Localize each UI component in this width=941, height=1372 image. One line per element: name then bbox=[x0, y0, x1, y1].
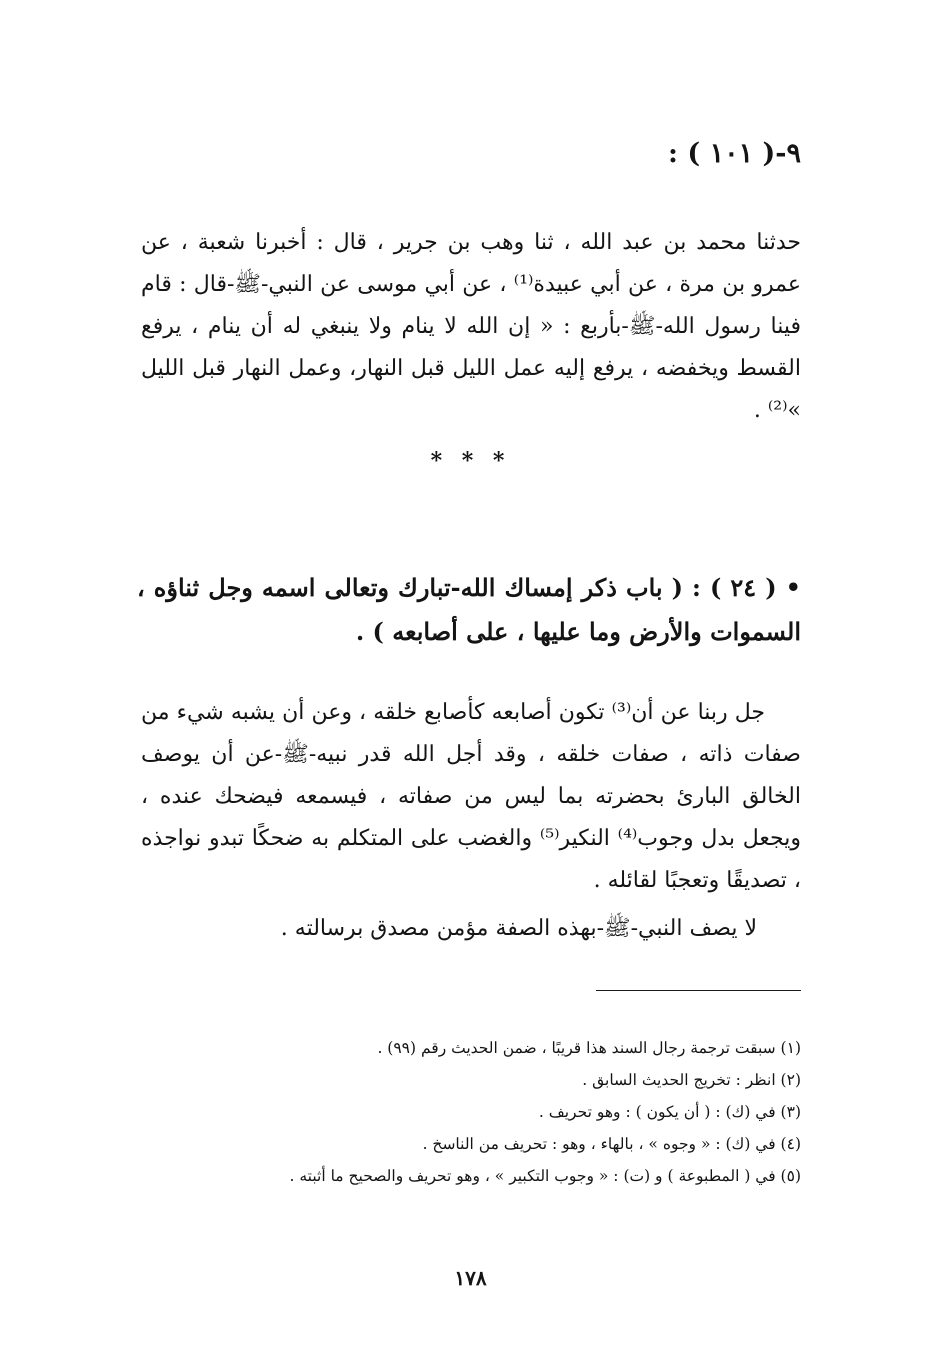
page-number: ١٧٨ bbox=[454, 1266, 487, 1290]
commentary-paragraph-1: جل ربنا عن أن⁽³⁾ تكون أصابعه كأصابع خلقه ، وعن أن يشبه شيء من صفات ذاته ، صفات خلقه ، وقد أجل الله قدر نبيه-ﷺ-عن أن يوصف الخالق البارئ بحضرته بما ليس من صفاته ، فيسمعه فيضحك عنده ، ويجعل بدل وجوب⁽⁴⁾ النكير⁽⁵⁾ والغضب على المتكلم به ضحكًا تبدو نواجذه ، تصديقًا وتعجبًا لقائله . bbox=[141, 700, 801, 893]
chapter-heading: • ( ٢٤ ) : ( باب ذكر إمساك الله-تبارك وتعالى اسمه وجل ثناؤه ، السموات والأرض وما عليها ، على أصابعه ) . bbox=[137, 573, 802, 646]
footnote-5: (٥) في ( المطبوعة ) و (ت) : « وجوب التكبير » ، وهو تحريف والصحيح ما أثبته . bbox=[289, 1167, 801, 1185]
hadith-number-heading: ٩-( ١٠١ ) : bbox=[668, 138, 801, 169]
footnote-1: (١) سبقت ترجمة رجال السند هذا قريبًا ، ضمن الحديث رقم (٩٩) . bbox=[377, 1039, 801, 1057]
hadith-text: حدثنا محمد بن عبد الله ، ثنا وهب بن جرير ، قال : أخبرنا شعبة ، عن عمرو بن مرة ، عن أبي عبيدة⁽¹⁾ ، عن أبي موسى عن النبي-ﷺ-قال : قام فينا رسول الله-ﷺ-بأربع : « إن الله لا ينام ولا ينبغي له أن ينام ، يرفع القسط ويخفضه ، يرفع إليه عمل الليل قبل النهار، وعمل النهار قبل الليل »⁽²⁾ . bbox=[141, 230, 801, 423]
commentary bbox=[141, 692, 801, 950]
commentary-paragraph-2: لا يصف النبي-ﷺ-بهذه الصفة مؤمن مصدق برسالته . bbox=[280, 916, 757, 941]
footnote-divider bbox=[596, 990, 801, 991]
footnote-2: (٢) انظر : تخريج الحديث السابق . bbox=[582, 1071, 801, 1089]
section-separator: * * * bbox=[430, 448, 511, 474]
footnote-3: (٣) في (ك) : ( أن يكون ) : وهو تحريف . bbox=[538, 1103, 801, 1121]
footnotes bbox=[141, 1032, 801, 1192]
footnote-4: (٤) في (ك) : « وجوه » ، بالهاء ، وهو : تحريف من الناسخ . bbox=[422, 1135, 801, 1153]
